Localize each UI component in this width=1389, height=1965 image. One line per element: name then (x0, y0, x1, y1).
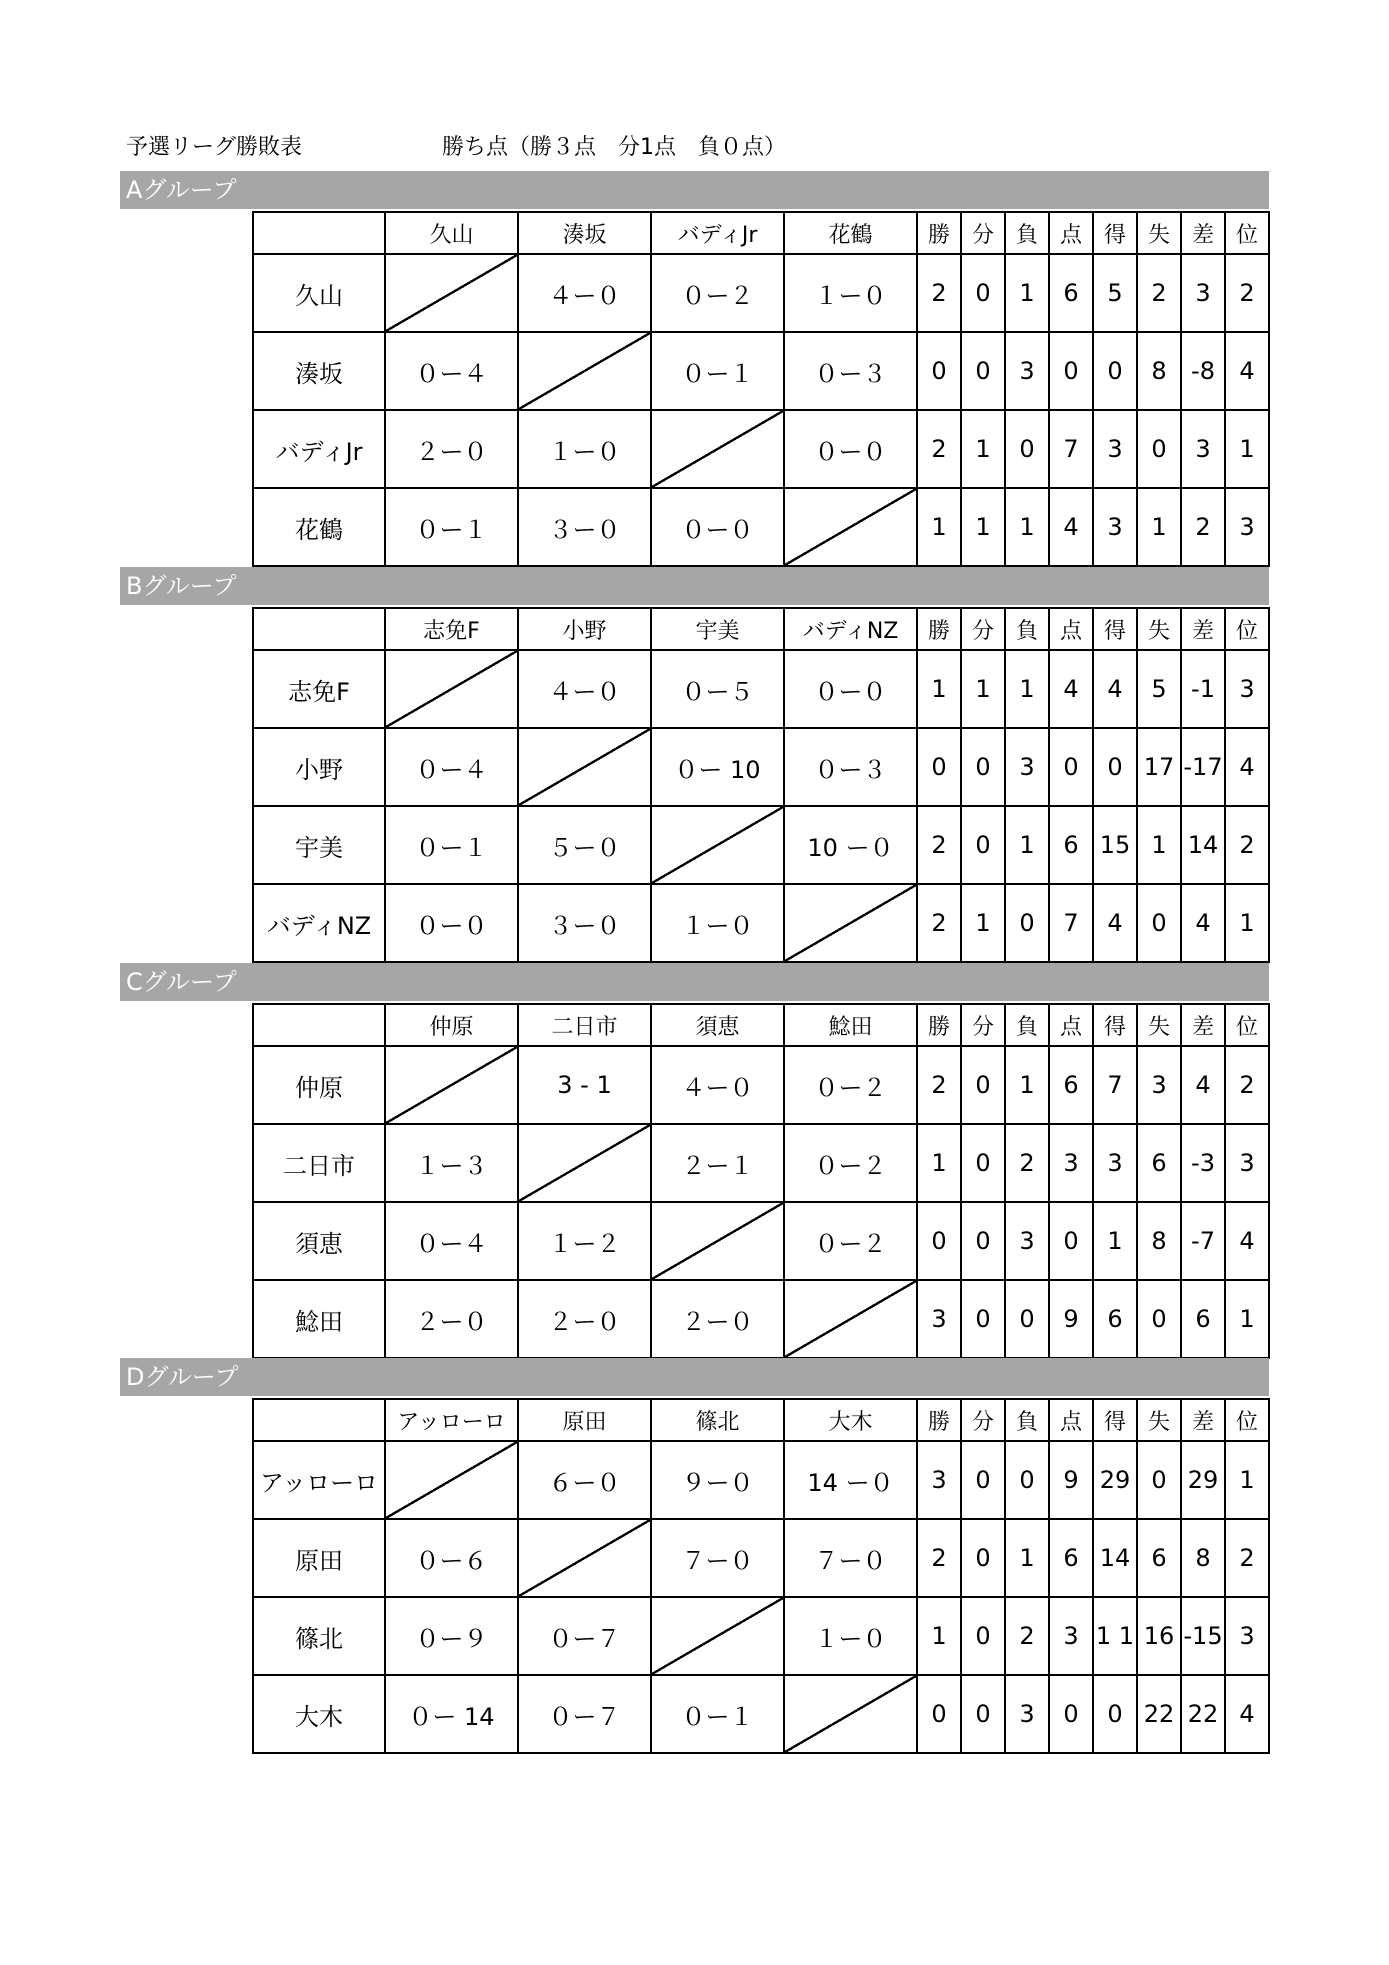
stat-header: 分 (961, 608, 1005, 650)
column-team-header: 大木 (784, 1399, 917, 1441)
stat-value: 6 (1049, 1519, 1093, 1597)
match-score: 3 - 1 (518, 1046, 651, 1124)
column-team-header: 湊坂 (518, 212, 651, 254)
stat-value: 4 (1093, 650, 1137, 728)
page-title: 予選リーグ勝敗表 (126, 135, 303, 160)
match-score: 14 ー０ (784, 1441, 917, 1519)
match-score: １ー０ (518, 410, 651, 488)
match-score: ４ー０ (651, 1046, 784, 1124)
stat-value: 3 (1225, 1124, 1269, 1202)
stat-header: 失 (1137, 1399, 1181, 1441)
match-score: ２ー１ (651, 1124, 784, 1202)
stat-header: 点 (1049, 212, 1093, 254)
stat-value: 0 (917, 1675, 961, 1753)
match-score: ０ー２ (784, 1124, 917, 1202)
stat-value: -7 (1181, 1202, 1225, 1280)
match-score: ０ー５ (651, 650, 784, 728)
points-rule: 勝ち点（勝３点 分1点 負０点） (442, 135, 786, 160)
match-score: ２ー０ (385, 410, 518, 488)
table-row (253, 1202, 1269, 1280)
stat-value: 0 (1137, 884, 1181, 962)
league-table (252, 1003, 1270, 1359)
self-match-cell (651, 1597, 784, 1675)
table-header-row (253, 1399, 1269, 1441)
stat-value: 1 (1137, 806, 1181, 884)
stat-value: 0 (1005, 1441, 1049, 1519)
stat-value: 2 (917, 254, 961, 332)
stat-value: 0 (961, 806, 1005, 884)
match-score: ０ー３ (784, 332, 917, 410)
stat-value: 6 (1049, 254, 1093, 332)
match-score: ０ー９ (385, 1597, 518, 1675)
stat-header: 得 (1093, 212, 1137, 254)
table-row (253, 254, 1269, 332)
stat-value: 1 (917, 488, 961, 566)
group-label: Dグループ (120, 1358, 1269, 1396)
stat-value: 2 (1225, 254, 1269, 332)
stat-value: 3 (1005, 1675, 1049, 1753)
row-team-name: 大木 (253, 1675, 385, 1753)
stat-value: 1 (917, 1597, 961, 1675)
stat-value: 16 (1137, 1597, 1181, 1675)
match-score: ０ー２ (784, 1046, 917, 1124)
stat-value: 14 (1093, 1519, 1137, 1597)
match-score: ７ー０ (651, 1519, 784, 1597)
stat-value: 2 (1225, 806, 1269, 884)
table-row (253, 884, 1269, 962)
stat-value: 6 (1137, 1519, 1181, 1597)
column-team-header: 仲原 (385, 1004, 518, 1046)
stat-header: 負 (1005, 1004, 1049, 1046)
stat-value: 1 (1005, 806, 1049, 884)
stat-value: 1 (1225, 884, 1269, 962)
group-label: Aグループ (120, 171, 1269, 209)
match-score: 10 ー０ (784, 806, 917, 884)
stat-value: 22 (1137, 1675, 1181, 1753)
match-score: ０ー１ (651, 1675, 784, 1753)
row-team-name: 二日市 (253, 1124, 385, 1202)
column-team-header: 鯰田 (784, 1004, 917, 1046)
stat-value: -8 (1181, 332, 1225, 410)
column-team-header: アッローロ (385, 1399, 518, 1441)
stat-value: 0 (1049, 1675, 1093, 1753)
group-label: Cグループ (120, 963, 1269, 1001)
stat-value: 3 (1181, 410, 1225, 488)
match-score: ０ー０ (651, 488, 784, 566)
stat-value: 3 (1093, 410, 1137, 488)
stat-value: 1 (961, 650, 1005, 728)
match-score: １ー３ (385, 1124, 518, 1202)
stat-value: 3 (1005, 728, 1049, 806)
corner-cell (253, 1004, 385, 1046)
stat-value: 3 (1225, 1597, 1269, 1675)
row-team-name: 湊坂 (253, 332, 385, 410)
self-match-cell (385, 650, 518, 728)
stat-value: 0 (1137, 1280, 1181, 1358)
self-match-cell (518, 332, 651, 410)
stat-value: 3 (1093, 1124, 1137, 1202)
stat-value: 4 (1049, 650, 1093, 728)
self-match-cell (651, 410, 784, 488)
match-score: ０ー０ (784, 410, 917, 488)
stat-value: 2 (1005, 1124, 1049, 1202)
row-team-name: 志免F (253, 650, 385, 728)
corner-cell (253, 608, 385, 650)
self-match-cell (784, 488, 917, 566)
self-match-cell (518, 1124, 651, 1202)
stat-header: 勝 (917, 1399, 961, 1441)
self-match-cell (518, 728, 651, 806)
match-score: １ー０ (651, 884, 784, 962)
stat-header: 点 (1049, 1004, 1093, 1046)
stat-value: 14 (1181, 806, 1225, 884)
stat-value: 6 (1181, 1280, 1225, 1358)
stat-value: 2 (917, 884, 961, 962)
match-score: ０ー１ (651, 332, 784, 410)
stat-header: 点 (1049, 1399, 1093, 1441)
column-team-header: 志免F (385, 608, 518, 650)
self-match-cell (385, 254, 518, 332)
column-team-header: 小野 (518, 608, 651, 650)
stat-header: 得 (1093, 1004, 1137, 1046)
stat-value: 4 (1225, 1202, 1269, 1280)
match-score: ０ー２ (651, 254, 784, 332)
stat-value: 0 (1137, 410, 1181, 488)
match-score: ０ー０ (385, 884, 518, 962)
match-score: ０ー１ (385, 488, 518, 566)
stat-value: 0 (961, 1280, 1005, 1358)
table-row (253, 806, 1269, 884)
stat-header: 勝 (917, 212, 961, 254)
stat-value: 4 (1049, 488, 1093, 566)
stat-header: 失 (1137, 608, 1181, 650)
stat-value: -3 (1181, 1124, 1225, 1202)
league-table (252, 211, 1270, 567)
stat-value: 3 (1225, 488, 1269, 566)
table-row (253, 488, 1269, 566)
match-score: １ー０ (784, 254, 917, 332)
stat-value: 3 (1005, 1202, 1049, 1280)
league-table (252, 1398, 1270, 1754)
stat-value: 0 (961, 1597, 1005, 1675)
stat-value: 6 (1137, 1124, 1181, 1202)
stat-value: 2 (1005, 1597, 1049, 1675)
stat-value: 0 (1049, 1202, 1093, 1280)
stat-value: 8 (1181, 1519, 1225, 1597)
stat-value: 6 (1093, 1280, 1137, 1358)
match-score: ０ー４ (385, 728, 518, 806)
match-score: ０ー３ (784, 728, 917, 806)
stat-header: 分 (961, 1004, 1005, 1046)
table-row (253, 1675, 1269, 1753)
match-score: ２ー０ (651, 1280, 784, 1358)
stat-value: 6 (1049, 1046, 1093, 1124)
stat-value: 7 (1093, 1046, 1137, 1124)
stat-header: 負 (1005, 212, 1049, 254)
match-score: ５ー０ (518, 806, 651, 884)
stat-value: 0 (961, 1046, 1005, 1124)
row-team-name: 小野 (253, 728, 385, 806)
match-score: ０ー６ (385, 1519, 518, 1597)
column-team-header: 花鶴 (784, 212, 917, 254)
row-team-name: アッローロ (253, 1441, 385, 1519)
column-team-header: 宇美 (651, 608, 784, 650)
stat-value: 5 (1137, 650, 1181, 728)
table-row (253, 1519, 1269, 1597)
row-team-name: 仲原 (253, 1046, 385, 1124)
stat-header: 負 (1005, 1399, 1049, 1441)
stat-value: 8 (1137, 332, 1181, 410)
stat-value: 0 (961, 1675, 1005, 1753)
stat-header: 失 (1137, 212, 1181, 254)
stat-value: -1 (1181, 650, 1225, 728)
stat-value: 3 (1225, 650, 1269, 728)
column-team-header: バディNZ (784, 608, 917, 650)
corner-cell (253, 1399, 385, 1441)
stat-value: 3 (1181, 254, 1225, 332)
stat-value: 2 (1137, 254, 1181, 332)
stat-value: 0 (1093, 332, 1137, 410)
stat-value: 2 (917, 1519, 961, 1597)
match-score: ３ー０ (518, 884, 651, 962)
stat-value: 0 (1137, 1441, 1181, 1519)
self-match-cell (518, 1519, 651, 1597)
stat-value: 4 (1225, 1675, 1269, 1753)
stat-header: 点 (1049, 608, 1093, 650)
match-score: ９ー０ (651, 1441, 784, 1519)
stat-value: 17 (1137, 728, 1181, 806)
match-score: ０ー 10 (651, 728, 784, 806)
stat-value: 1 (961, 410, 1005, 488)
match-score: ０ー７ (518, 1597, 651, 1675)
stat-value: 1 (1005, 1519, 1049, 1597)
table-row (253, 332, 1269, 410)
match-score: ０ー 14 (385, 1675, 518, 1753)
page-header (126, 133, 1276, 163)
match-score: １ー０ (784, 1597, 917, 1675)
stat-header: 分 (961, 1399, 1005, 1441)
stat-value: 0 (917, 1202, 961, 1280)
stat-header: 位 (1225, 212, 1269, 254)
stat-value: 4 (1181, 1046, 1225, 1124)
row-team-name: 鯰田 (253, 1280, 385, 1358)
stat-value: 0 (1049, 728, 1093, 806)
stat-value: 1 (1225, 1280, 1269, 1358)
stat-value: 9 (1049, 1280, 1093, 1358)
stat-value: 29 (1181, 1441, 1225, 1519)
self-match-cell (784, 1280, 917, 1358)
table-row (253, 1046, 1269, 1124)
stat-value: 3 (1005, 332, 1049, 410)
stat-value: 1 (1005, 650, 1049, 728)
stat-value: 6 (1049, 806, 1093, 884)
stat-value: 2 (1225, 1046, 1269, 1124)
stat-value: 9 (1049, 1441, 1093, 1519)
stat-value: 1 (1225, 410, 1269, 488)
column-team-header: 久山 (385, 212, 518, 254)
stat-value: 2 (917, 1046, 961, 1124)
row-team-name: 久山 (253, 254, 385, 332)
stat-header: 差 (1181, 1004, 1225, 1046)
match-score: ７ー０ (784, 1519, 917, 1597)
stat-value: 1 (1225, 1441, 1269, 1519)
stat-value: -15 (1181, 1597, 1225, 1675)
match-score: ２ー０ (518, 1280, 651, 1358)
stat-value: 1 (917, 1124, 961, 1202)
stat-value: 1 (1005, 254, 1049, 332)
table-row (253, 728, 1269, 806)
table-header-row (253, 212, 1269, 254)
stat-value: 7 (1049, 410, 1093, 488)
stat-value: 1 (961, 884, 1005, 962)
stat-value: 22 (1181, 1675, 1225, 1753)
stat-header: 位 (1225, 608, 1269, 650)
stat-value: 2 (1181, 488, 1225, 566)
stat-header: 得 (1093, 608, 1137, 650)
table-row (253, 1441, 1269, 1519)
stat-value: 1 (1137, 488, 1181, 566)
stat-value: 2 (917, 410, 961, 488)
stat-value: 0 (917, 332, 961, 410)
row-team-name: 原田 (253, 1519, 385, 1597)
stat-value: 4 (1181, 884, 1225, 962)
stat-value: 0 (961, 332, 1005, 410)
stat-value: 1 1 (1093, 1597, 1137, 1675)
stat-header: 負 (1005, 608, 1049, 650)
stat-value: 5 (1093, 254, 1137, 332)
stat-value: 2 (917, 806, 961, 884)
stat-value: 0 (961, 1441, 1005, 1519)
stat-value: 29 (1093, 1441, 1137, 1519)
corner-cell (253, 212, 385, 254)
stat-header: 得 (1093, 1399, 1137, 1441)
group-label: Bグループ (120, 567, 1269, 605)
stat-value: 3 (1093, 488, 1137, 566)
table-row (253, 410, 1269, 488)
self-match-cell (651, 806, 784, 884)
stat-value: 1 (917, 650, 961, 728)
stat-value: 1 (1093, 1202, 1137, 1280)
league-table (252, 607, 1270, 963)
match-score: ０ー４ (385, 1202, 518, 1280)
row-team-name: 宇美 (253, 806, 385, 884)
stat-value: 2 (1225, 1519, 1269, 1597)
stat-value: 1 (961, 488, 1005, 566)
stat-value: 3 (1137, 1046, 1181, 1124)
row-team-name: バディNZ (253, 884, 385, 962)
self-match-cell (651, 1202, 784, 1280)
stat-value: 3 (1049, 1124, 1093, 1202)
stat-value: 3 (917, 1441, 961, 1519)
stat-value: 0 (1005, 1280, 1049, 1358)
self-match-cell (385, 1046, 518, 1124)
stat-value: 4 (1225, 728, 1269, 806)
stat-value: 0 (961, 254, 1005, 332)
table-row (253, 1124, 1269, 1202)
match-score: ３ー０ (518, 488, 651, 566)
stat-value: 8 (1137, 1202, 1181, 1280)
row-team-name: 花鶴 (253, 488, 385, 566)
stat-header: 位 (1225, 1399, 1269, 1441)
table-row (253, 650, 1269, 728)
match-score: ０ー４ (385, 332, 518, 410)
stat-value: 7 (1049, 884, 1093, 962)
stat-value: 0 (961, 1519, 1005, 1597)
match-score: ４ー０ (518, 254, 651, 332)
match-score: ６ー０ (518, 1441, 651, 1519)
stat-value: 0 (961, 728, 1005, 806)
stat-header: 位 (1225, 1004, 1269, 1046)
stat-value: 0 (1005, 884, 1049, 962)
stat-value: 0 (961, 1202, 1005, 1280)
match-score: ０ー２ (784, 1202, 917, 1280)
self-match-cell (784, 884, 917, 962)
stat-value: 1 (1005, 1046, 1049, 1124)
row-team-name: 篠北 (253, 1597, 385, 1675)
match-score: ４ー０ (518, 650, 651, 728)
match-score: ０ー０ (784, 650, 917, 728)
stat-value: 0 (1005, 410, 1049, 488)
stat-value: 0 (1049, 332, 1093, 410)
stat-value: 0 (917, 728, 961, 806)
column-team-header: 二日市 (518, 1004, 651, 1046)
self-match-cell (385, 1441, 518, 1519)
stat-header: 勝 (917, 1004, 961, 1046)
stat-value: 4 (1093, 884, 1137, 962)
stat-header: 失 (1137, 1004, 1181, 1046)
stat-header: 差 (1181, 608, 1225, 650)
stat-value: 4 (1225, 332, 1269, 410)
row-team-name: 須恵 (253, 1202, 385, 1280)
stat-header: 分 (961, 212, 1005, 254)
table-row (253, 1280, 1269, 1358)
table-row (253, 1597, 1269, 1675)
column-team-header: 原田 (518, 1399, 651, 1441)
stat-header: 勝 (917, 608, 961, 650)
match-score: １ー２ (518, 1202, 651, 1280)
stat-value: -17 (1181, 728, 1225, 806)
table-header-row (253, 608, 1269, 650)
match-score: ０ー１ (385, 806, 518, 884)
column-team-header: 篠北 (651, 1399, 784, 1441)
self-match-cell (784, 1675, 917, 1753)
column-team-header: 須恵 (651, 1004, 784, 1046)
stat-value: 0 (961, 1124, 1005, 1202)
match-score: ２ー０ (385, 1280, 518, 1358)
column-team-header: バディJr (651, 212, 784, 254)
stat-value: 3 (1049, 1597, 1093, 1675)
stat-value: 15 (1093, 806, 1137, 884)
table-header-row (253, 1004, 1269, 1046)
stat-header: 差 (1181, 1399, 1225, 1441)
stat-value: 3 (917, 1280, 961, 1358)
stat-value: 0 (1093, 1675, 1137, 1753)
stat-value: 1 (1005, 488, 1049, 566)
match-score: ０ー７ (518, 1675, 651, 1753)
stat-header: 差 (1181, 212, 1225, 254)
stat-value: 0 (1093, 728, 1137, 806)
row-team-name: バディJr (253, 410, 385, 488)
